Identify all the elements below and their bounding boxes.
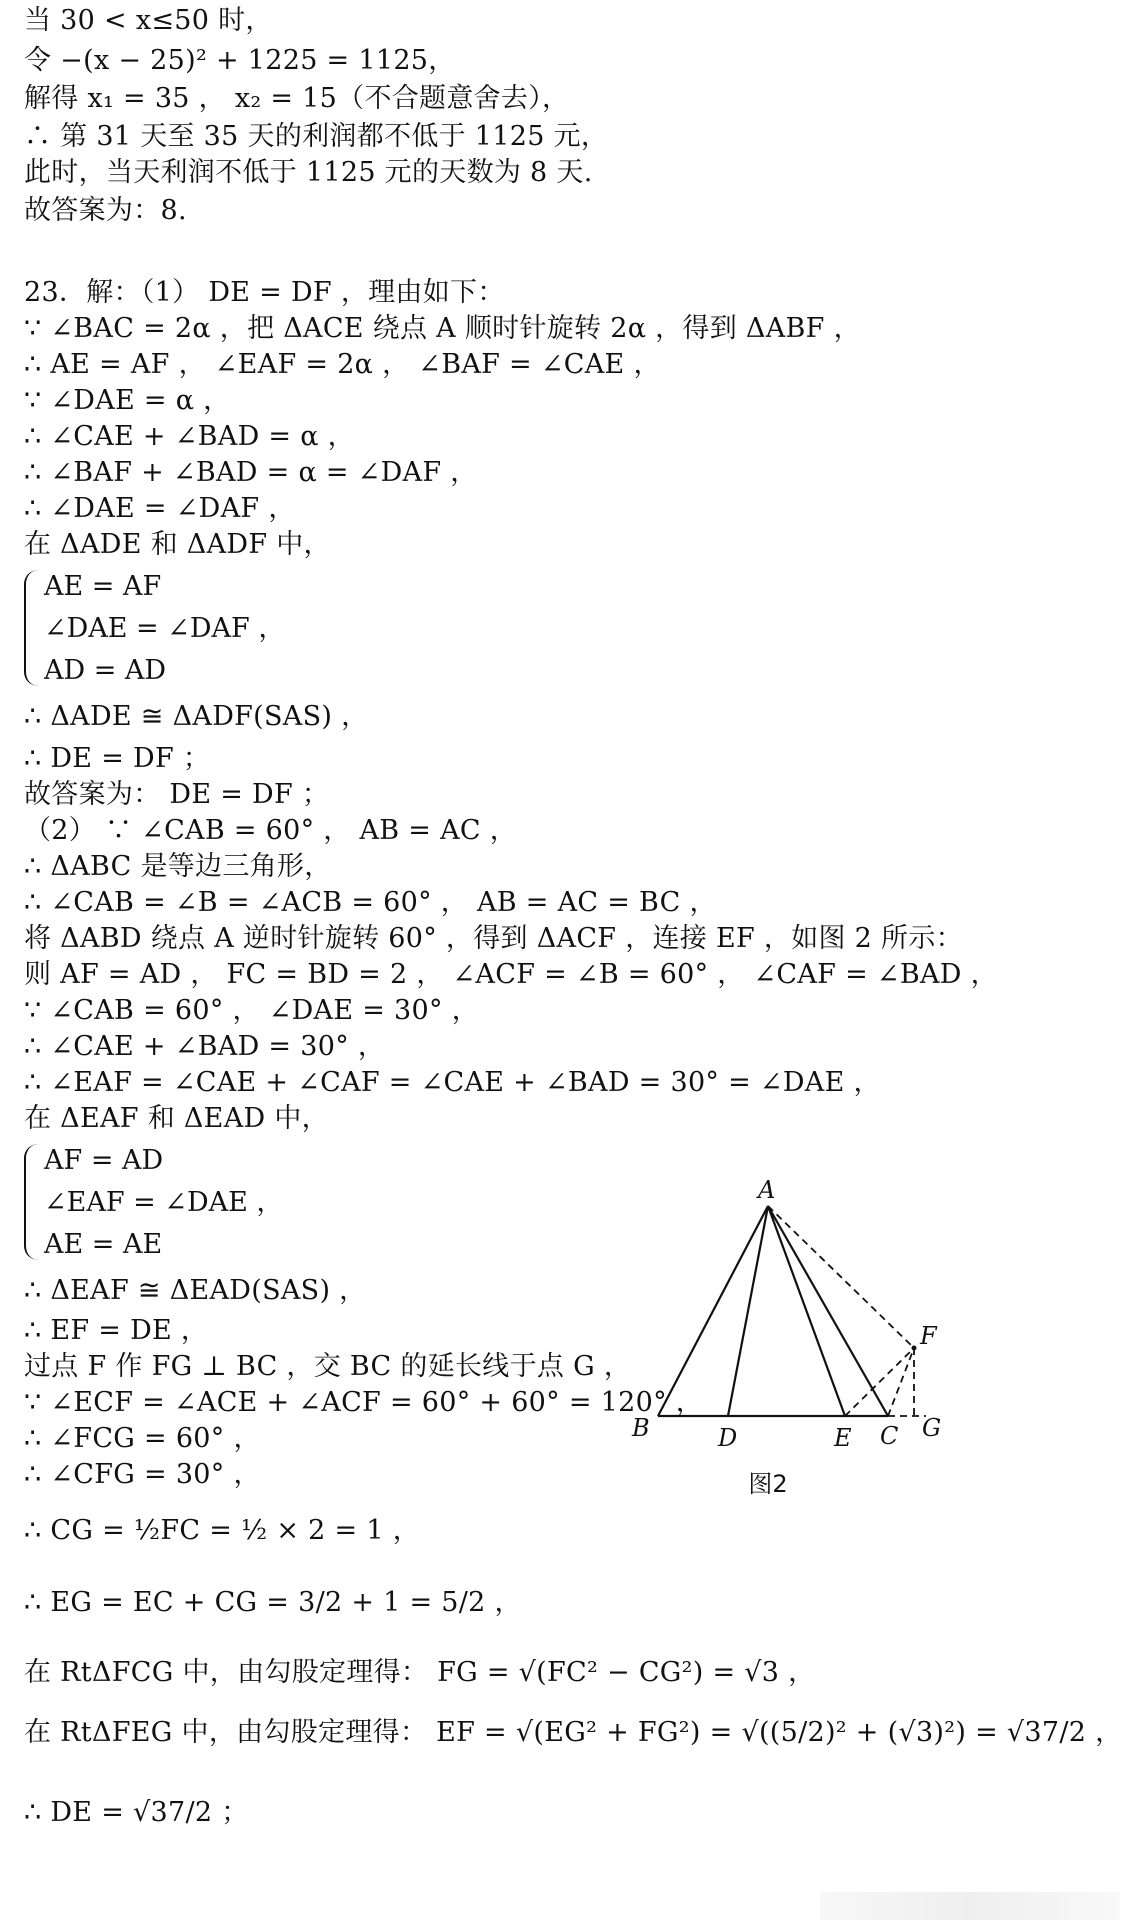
system-line: AE = AE: [44, 1229, 163, 1260]
text-line: ∴ ∠CAE + ∠BAD = 30° ，: [24, 1031, 386, 1062]
text-line: 将 ΔABD 绕点 A 逆时针旋转 60° ，得到 ΔACF ，连接 EF ，如图 2 所示：: [24, 923, 963, 954]
text-line: 解得 x₁ = 35 ， x₂ = 15（不合题意舍去），: [24, 83, 570, 114]
text-line: ∴ ΔABC 是等边三角形，: [24, 851, 332, 882]
label-d: D: [718, 1424, 738, 1452]
text-line: ∴ ∠BAF + ∠BAD = α = ∠DAF ，: [24, 457, 478, 488]
segment-ad: [728, 1206, 768, 1416]
text-line: 在 ΔEAF 和 ΔEAD 中，: [24, 1103, 329, 1134]
system-brace: [24, 570, 40, 686]
text-line: ∴ EG = EC + CG = 3/2 + 1 = 5/2 ，: [24, 1587, 522, 1618]
text-line: ∴ ∠FCG = 60° ，: [24, 1423, 261, 1454]
text-line: 在 RtΔFEG 中，由勾股定理得： EF = √(EG² + FG²) = √((5/2)² + (√3)²) = √37/2 ，: [24, 1717, 1123, 1748]
text-line: ∵ ∠DAE = α ，: [24, 385, 231, 416]
text-line: ∴ ∠DAE = ∠DAF ，: [24, 493, 296, 524]
text-line: ∴ CG = ½FC = ½ × 2 = 1 ，: [24, 1515, 421, 1546]
text-line: ∴ 第 31 天至 35 天的利润都不低于 1125 元，: [24, 121, 609, 152]
text-line: ∴ ΔEAF ≅ ΔEAD(SAS) ，: [24, 1275, 367, 1306]
segment-cf: [888, 1348, 914, 1416]
watermark: [820, 1892, 1120, 1920]
text-line: ∵ ∠CAB = 60° ， ∠DAE = 30° ，: [24, 995, 479, 1026]
label-e: E: [834, 1424, 852, 1452]
segment-ac: [768, 1206, 888, 1416]
text-line: ∵ ∠BAC = 2α ，把 ΔACE 绕点 A 顺时针旋转 2α ，得到 ΔABF ，: [24, 313, 861, 344]
segment-ae: [768, 1206, 845, 1416]
system-line: AE = AF: [44, 571, 162, 602]
text-line: ∴ ∠CAB = ∠B = ∠ACB = 60° ， AB = AC = BC ，: [24, 887, 717, 918]
text-line: ∴ ∠CAE + ∠BAD = α ，: [24, 421, 355, 452]
text-line: 则 AF = AD ， FC = BD = 2 ， ∠ACF = ∠B = 60° ， ∠CAF = ∠BAD ，: [24, 959, 998, 990]
text-line: 过点 F 作 FG ⊥ BC ，交 BC 的延长线于点 G ，: [24, 1351, 632, 1382]
system-line: AF = AD: [44, 1145, 164, 1176]
text-line: ∴ AE = AF ， ∠EAF = 2α ， ∠BAF = ∠CAE ，: [24, 349, 661, 380]
text-line: 在 RtΔFCG 中，由勾股定理得： FG = √(FC² − CG²) = √3 ，: [24, 1657, 816, 1688]
text-line: ∴ ∠EAF = ∠CAE + ∠CAF = ∠CAE + ∠BAD = 30° = ∠DAE ，: [24, 1067, 881, 1098]
text-line: ∴ DE = DF ；: [24, 743, 211, 774]
text-line: ∴ DE = √37/2 ；: [24, 1797, 249, 1828]
label-c: C: [880, 1422, 899, 1450]
system-line: ∠DAE = ∠DAF ，: [44, 613, 286, 644]
segment-af: [768, 1206, 914, 1348]
system-line: ∠EAF = ∠DAE ，: [44, 1187, 284, 1218]
text-line: （2） ∵ ∠CAB = 60° ， AB = AC ，: [24, 815, 518, 846]
figure-caption: 图2: [748, 1470, 788, 1498]
text-line: ∴ ∠CFG = 30° ，: [24, 1459, 261, 1490]
text-line: 令 −(x − 25)² + 1225 = 1125，: [24, 45, 456, 76]
question-23-heading: 23．解：（1） DE = DF ，理由如下：: [24, 277, 505, 308]
label-b: B: [632, 1414, 650, 1442]
text-line: 在 ΔADE 和 ΔADF 中，: [24, 529, 331, 560]
segment-ab: [658, 1206, 768, 1416]
system-brace: [24, 1144, 40, 1260]
text-line: ∵ ∠ECF = ∠ACE + ∠ACF = 60° + 60° = 120° ，: [24, 1387, 704, 1418]
system-line: AD = AD: [44, 655, 167, 686]
geometry-figure-2: [600, 1160, 960, 1500]
label-g: G: [922, 1414, 942, 1442]
label-a: A: [758, 1176, 776, 1204]
text-line: 当 30 < x≤50 时，: [24, 5, 273, 36]
text-line: 故答案为：8.: [24, 195, 187, 226]
text-line: ∴ ΔADE ≅ ΔADF(SAS) ，: [24, 701, 369, 732]
point-f: [912, 1346, 917, 1351]
text-line: 此时，当天利润不低于 1125 元的天数为 8 天.: [24, 157, 593, 188]
label-f: F: [920, 1322, 937, 1350]
text-line: ∴ EF = DE ，: [24, 1315, 209, 1346]
text-line: 故答案为： DE = DF ；: [24, 779, 330, 810]
